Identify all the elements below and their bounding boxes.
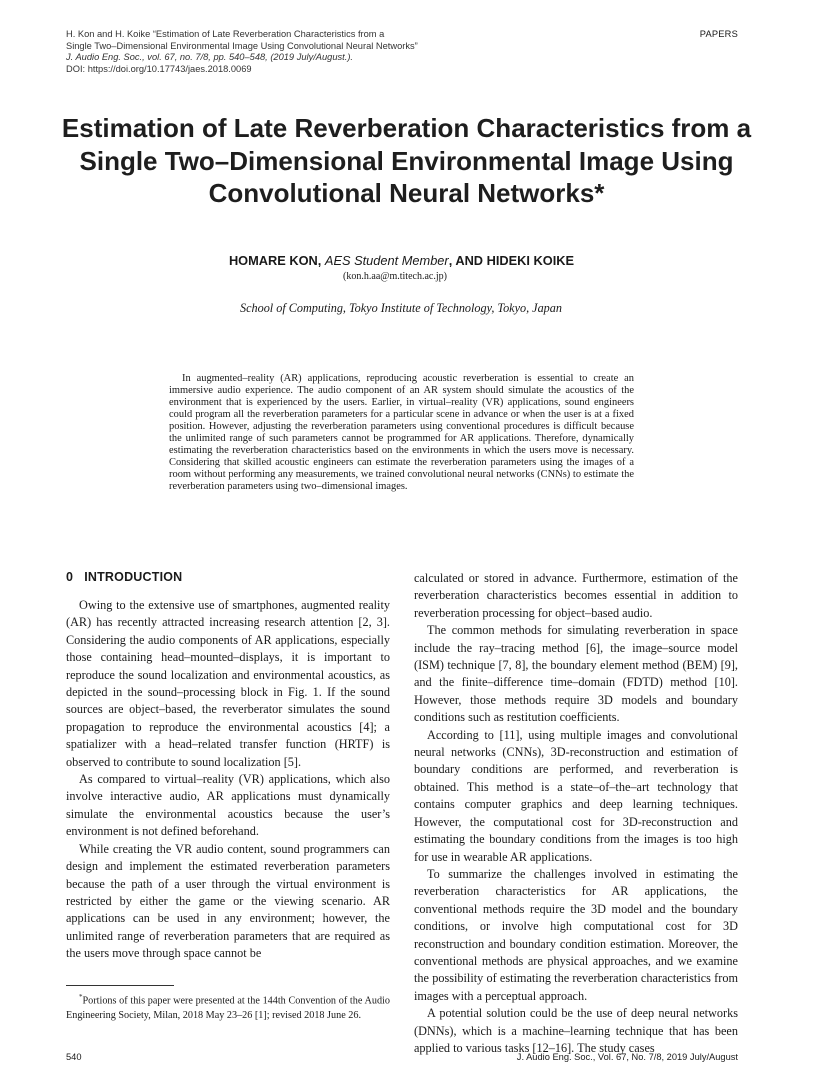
section-number: 0 (66, 570, 74, 584)
paragraph: While creating the VR audio content, sound programmers can design and implement the estimated reverberation parameters because the path of a user through the virtual environment is restricted by either the game or the viewing scenario. AR applications can be used in any environment; however, the unlimited range of reverberation parameters that are required as the users move through space cannot be (66, 841, 390, 961)
paragraph: According to [11], using multiple images and convolutional neural networks (CNNs), 3D-reconstruction and estimation of boundary conditions are performed, and reverberation is obtained. This method is a state–of–the–art technology that contains computer graphics and deep learning techniques. However, the computational cost for 3D-reconstruction and estimating the boundary conditions from the images is too high for use in wearable AR applications. (414, 727, 738, 864)
section-heading (66, 570, 182, 584)
paragraph: Owing to the extensive use of smartphones, augmented reality (AR) has recently attracted increasing research attention [2, 3]. Considering the audio components of AR applications, especially those containing head–mounted–displays, it is important to reproduce the sound localization and environmental acoustics, as depicted in the sound–processing block in Fig. 1. If the sound sources are object–based, the reverberator simulates the sound propagation to reproduce the environmental acoustics [4]; a spatializer with a head–related transfer function (HRTF) is observed to contribute to sound localization [5]. (66, 598, 390, 769)
journal-info: J. Audio Eng. Soc., Vol. 67, No. 7/8, 2019 July/August (516, 1052, 738, 1062)
paper-title: Estimation of Late Reverberation Characteristics from a Single Two–Dimensional Environmental Image Using Convolutional Neural Networks* (61, 113, 752, 208)
paragraph: calculated or stored in advance. Furthermore, estimation of the reverberation characteristics becomes essential in addition to reverberation processing for object–based audio. (414, 571, 738, 620)
author-line (150, 253, 653, 269)
section-title: INTRODUCTION (84, 570, 183, 584)
doi-link[interactable]: DOI: https://doi.org/10.17743/jaes.2018.0069 (66, 63, 252, 74)
right-column (414, 570, 738, 1057)
citation-line-3: J. Audio Eng. Soc., vol. 67, no. 7/8, pp. 540–548, (2019 July/August.). (66, 52, 354, 62)
footnote-mark: * (79, 993, 83, 1001)
paragraph: The common methods for simulating reverberation in space include the ray–tracing method [6], the image–source model (ISM) technique [7, 8], the boundary element method (BEM) [9], and the finite–difference time–domain (FDTD) method [10]. However, those methods require 3D models and boundary conditions such as restitution coefficients. (414, 623, 738, 725)
abstract: In augmented–reality (AR) applications, reproducing acoustic reverberation is essential to create an immersive audio experience. The audio component of an AR system should simulate the acoustics of the environment that is experienced by the users. Earlier, in virtual–reality (VR) applications, sound engineers could program all the reverberation parameters for a particular scene in advance or when the user is at a fixed position. However, adjusting the reverberation parameters using conventional procedures is difficult because the unlimited range of such parameters cannot be programmed for AR applications. Therefore, dynamically estimating the reverberation characteristics based on the environments in which the users move is necessary. Considering that skilled acoustic engineers can estimate the reverberation parameters using the images of a room without performing any measurements, we trained convolutional neural networks (CNNs) to estimate the reverberation parameters using two–dimensional images. (169, 373, 634, 493)
author-affiliation: School of Computing, Tokyo Institute of Technology, Tokyo, Japan (240, 301, 562, 315)
footnote (66, 990, 390, 1023)
author-membership: AES Student Member (324, 253, 449, 268)
left-column (66, 597, 390, 963)
footnote-text: Portions of this paper were presented at the 144th Convention of the Audio Engineering Society, Milan, 2018 May 23–26 [1]; revised 2018 June 26. (66, 995, 390, 1021)
citation-line-1: H. Kon and H. Koike “Estimation of Late Reverberation Characteristics from a (66, 29, 385, 39)
author-2: , AND HIDEKI KOIKE (448, 253, 575, 268)
paragraph: As compared to virtual–reality (VR) applications, which also involve interactive audio, AR applications must dynamically simulate the environmental acoustics because the user’s environment is not defined beforehand. (66, 772, 390, 839)
footnote-divider (66, 985, 174, 986)
paragraph: To summarize the challenges involved in estimating the reverberation characteristics for AR applications, the conventional methods require the 3D model and the boundary conditions, or involve high computational cost for 3D reconstruction and boundary condition estimation. Moreover, the conventional methods are physical approaches, and we examine the possibility of estimating the reverberation characteristics from images with a perceptual approach. (414, 866, 738, 1003)
author-email[interactable]: (kon.h.aa@m.titech.ac.jp) (343, 271, 447, 282)
page-number: 540 (66, 1052, 82, 1062)
running-header-citation (66, 29, 486, 75)
citation-line-2: Single Two–Dimensional Environmental Image Using Convolutional Neural Networks” (66, 40, 418, 51)
author-1: HOMARE KON, (228, 253, 322, 268)
section-label: PAPERS (699, 29, 738, 39)
paragraph: A potential solution could be the use of deep neural networks (DNNs), which is a machine–learning technique that has been applied to various tasks [12–16]. The study cases (414, 1006, 738, 1055)
